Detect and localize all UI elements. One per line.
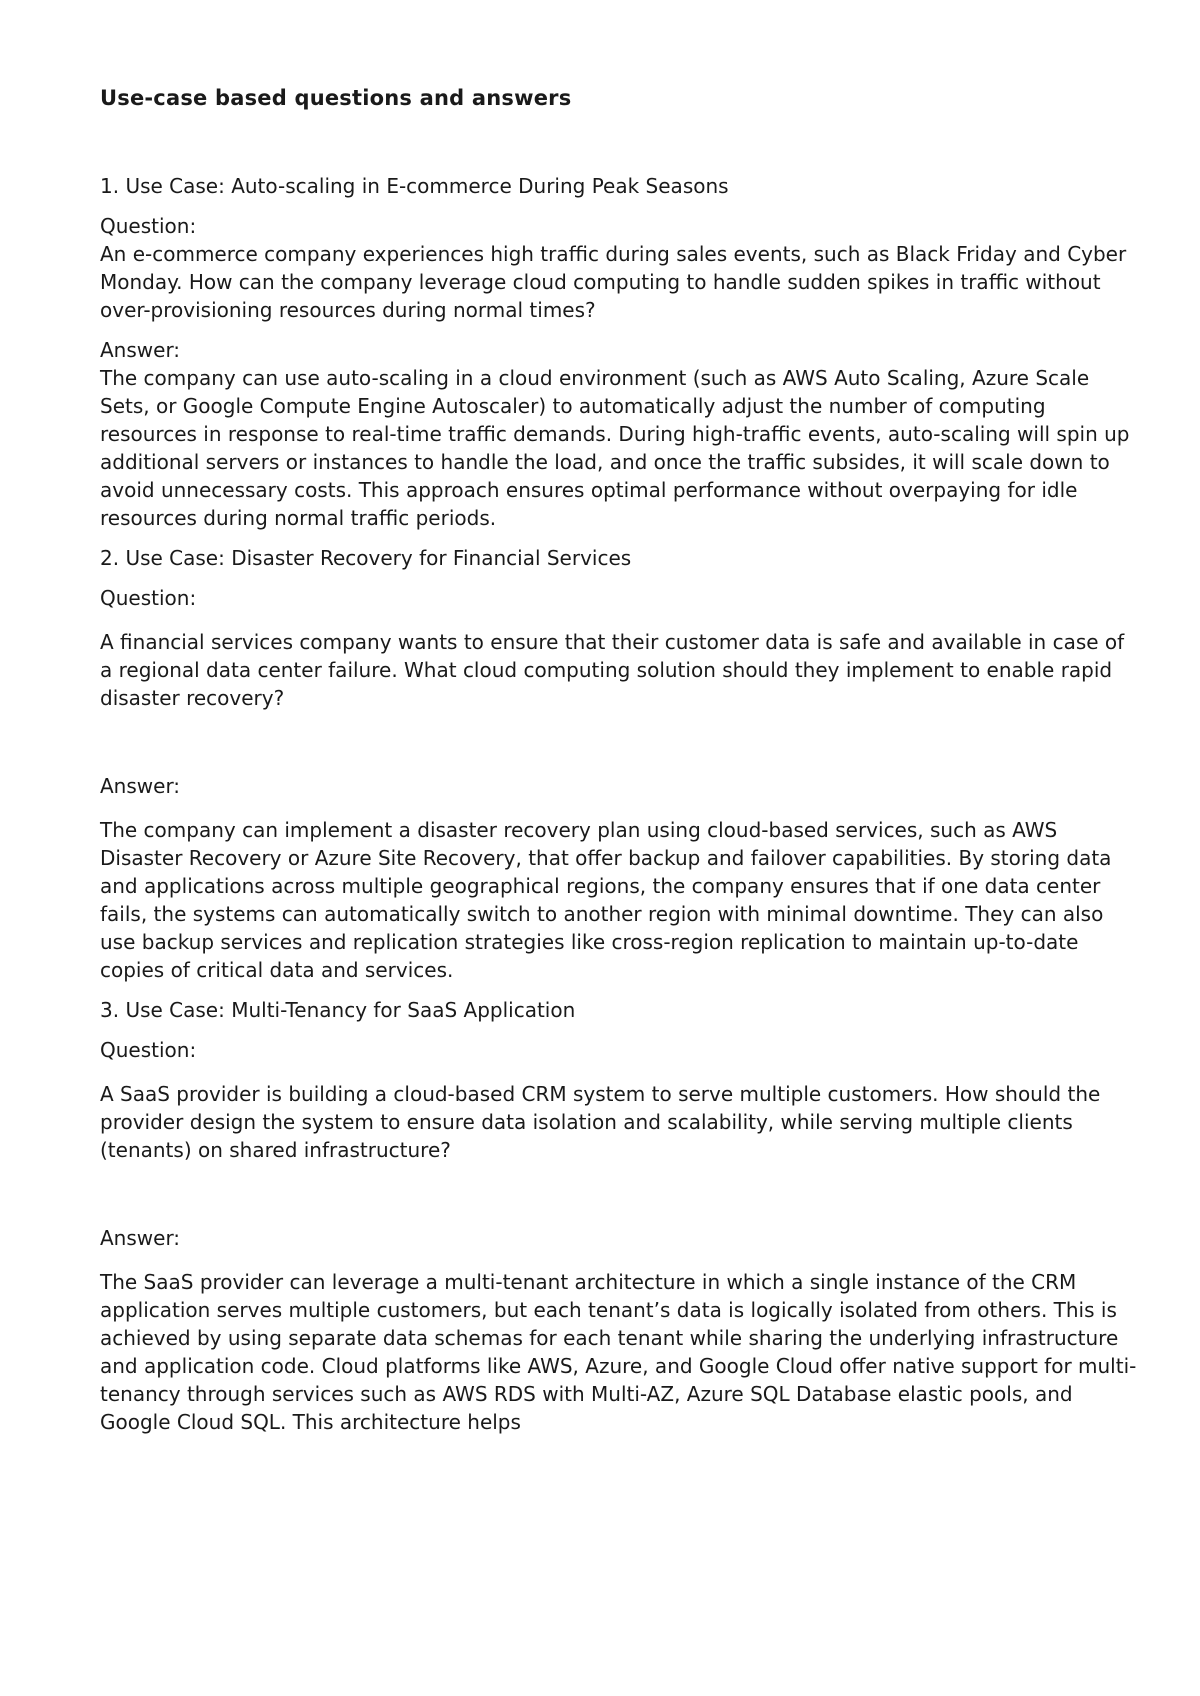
question-label: Question:: [100, 214, 197, 238]
answer-label: Answer:: [100, 338, 181, 362]
question-label: Question:: [100, 586, 197, 610]
use-case-1: [100, 172, 1140, 532]
use-case-3: [100, 996, 1140, 1436]
answer-label: Answer:: [100, 1226, 181, 1250]
question-text: A financial services company wants to ensure that their customer data is safe and available in case of a regional data center failure. What cloud computing solution should they implement to enable rapid disaster recovery?: [100, 630, 1125, 710]
document-title: Use-case based questions and answers: [100, 86, 572, 110]
document-body: [100, 84, 1140, 1448]
question-text: A SaaS provider is building a cloud-based CRM system to serve multiple customers. How should the provider design the system to ensure data isolation and scalability, while serving multiple clients (tenants) on shared infrastructure?: [100, 1082, 1101, 1162]
use-case-heading: 1. Use Case: Auto-scaling in E-commerce During Peak Seasons: [100, 174, 729, 198]
answer-text: The SaaS provider can leverage a multi-tenant architecture in which a single instance of the CRM application serves multiple customers, but each tenant’s data is logically isolated from others. This is achieved by using separate data schemas for each tenant while sharing the underlying infrastructure and application code. Cloud platforms like AWS, Azure, and Google Cloud offer native support for multi-tenancy through services such as AWS RDS with Multi-AZ, Azure SQL Database elastic pools, and Google Cloud SQL. This architecture helps: [100, 1270, 1137, 1434]
question-text: An e-commerce company experiences high traffic during sales events, such as Black Friday and Cyber Monday. How can the company leverage cloud computing to handle sudden spikes in traffic without over-provisioning resources during normal times?: [100, 242, 1127, 322]
answer-text: The company can implement a disaster recovery plan using cloud-based services, such as AWS Disaster Recovery or Azure Site Recovery, that offer backup and failover capabilities. By storing data and applications across multiple geographical regions, the company ensures that if one data center fails, the systems can automatically switch to another region with minimal downtime. They can also use backup services and replication strategies like cross-region replication to maintain up-to-date copies of critical data and services.: [100, 818, 1112, 982]
answer-text: The company can use auto-scaling in a cloud environment (such as AWS Auto Scaling, Azure Scale Sets, or Google Compute Engine Autoscaler) to automatically adjust the number of computing resources in response to real-time traffic demands. During high-traffic events, auto-scaling will spin up additional servers or instances to handle the load, and once the traffic subsides, it will scale down to avoid unnecessary costs. This approach ensures optimal performance without overpaying for idle resources during normal traffic periods.: [100, 366, 1130, 530]
use-case-heading: 3. Use Case: Multi-Tenancy for SaaS Application: [100, 998, 576, 1022]
answer-label: Answer:: [100, 774, 181, 798]
question-label: Question:: [100, 1038, 197, 1062]
use-case-2: [100, 544, 1140, 984]
use-case-heading: 2. Use Case: Disaster Recovery for Financial Services: [100, 546, 632, 570]
